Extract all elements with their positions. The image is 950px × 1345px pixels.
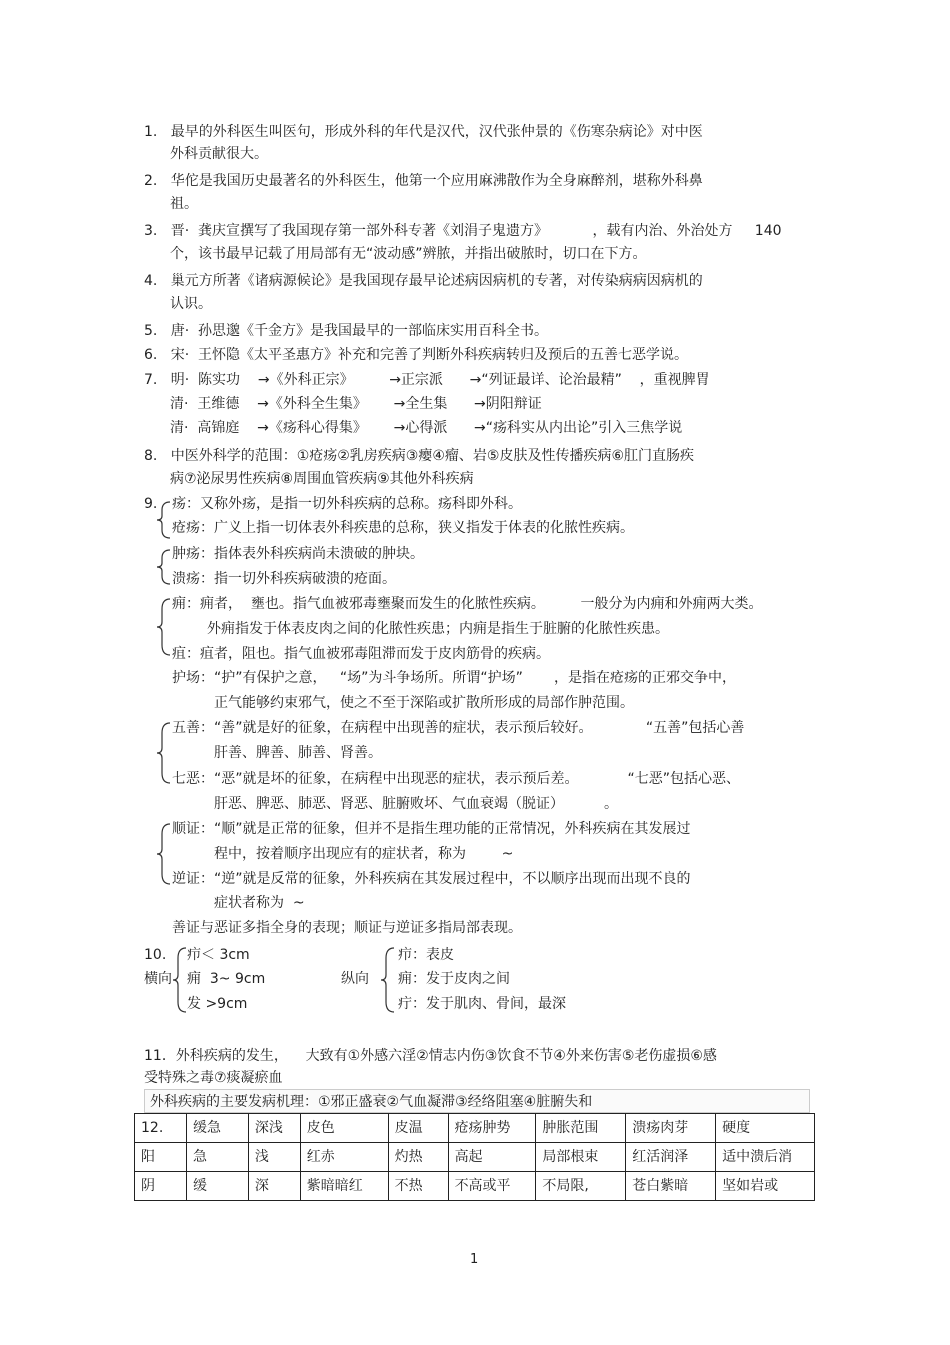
term-nizheng-cont: 症状者称为 ~: [214, 895, 305, 911]
item-7-line-3: 清· 高锦庭 →《疡科心得集》 →心得派 →“疡科实从内出论”引入三焦学说: [170, 420, 683, 436]
page-number: 1: [470, 1252, 479, 1267]
term-chuangyang: 疮疡：广义上指一切体表外科疾患的总称，狭义指发于体表的化脓性疾病。: [172, 520, 634, 536]
item-8-line-2: 病⑦泌尿男性疾病⑧周围血管疾病⑨其他外科疾病: [170, 471, 474, 487]
item-8-line-1: 8. 中医外科学的范围：①疮疡②乳房疾病③瘿④瘤、岩⑤皮肤及性传播疾病⑥肛门直肠疾: [144, 448, 695, 464]
vertical-item-2: 痈：发于皮肉之间: [398, 971, 510, 987]
item-1-line-1: 1. 最早的外科医生叫医句，形成外科的年代是汉代，汉代张仲景的《伤寒杂病论》对中医: [144, 124, 703, 140]
table-header-cell: 12.: [135, 1114, 187, 1143]
term-nizheng: 逆证：“逆”就是反常的征象，外科疾病在其发展过程中，不以顺序出现而出现不良的: [172, 871, 691, 887]
table-cell: 浅: [248, 1143, 300, 1172]
table-header-cell: 皮温: [388, 1114, 448, 1143]
table-header-cell: 肿胀范围: [536, 1114, 626, 1143]
table-header-cell: 溃疡肉芽: [626, 1114, 716, 1143]
term-qie-cont: 肝恶、脾恶、肺恶、肾恶、脏腑败坏、气血衰竭（脱证） 。: [214, 796, 619, 812]
vertical-item-1: 疖：表皮: [398, 947, 454, 963]
brace-item9-b: [155, 548, 175, 586]
mechanism-text: 外科疾病的主要发病机理：①邪正盛衰②气血凝滞③经络阻塞④脏腑失和: [150, 1094, 593, 1110]
table-cell: 坚如岩或: [716, 1172, 815, 1201]
table-row: [135, 1172, 815, 1201]
table-cell: 不高或平: [448, 1172, 536, 1201]
yin-yang-table: [134, 1113, 815, 1201]
vertical-item-3: 疔：发于肌肉、骨间，最深: [398, 996, 566, 1012]
brace-shun-ni: [155, 822, 175, 886]
brace-vertical: [380, 946, 398, 1014]
horizontal-item-2: 痈 3~ 9cm: [187, 971, 266, 987]
table-header-row: [135, 1114, 815, 1143]
brace-horizontal: [172, 946, 190, 1014]
term-wushan-cont: 肝善、脾善、肺善、肾善。: [214, 745, 382, 761]
table-cell: 红活润泽: [626, 1143, 716, 1172]
term-huchang: 护场：“护”有保护之意， “场”为斗争场所。所谓“护场” ，是指在疮疡的正邪交争中，: [172, 670, 737, 686]
horizontal-item-3: 发 >9cm: [187, 996, 248, 1012]
table-cell: 阴: [135, 1172, 187, 1201]
item-3-line-1: 3. 晋· 龚庆宣撰写了我国现存第一部外科专著《刘涓子鬼遗方》 ，载有内治、外治处方 140: [144, 223, 782, 239]
term-wushan: 五善：“善”就是好的征象，在病程中出现善的症状，表示预后较好。 “五善”包括心善: [172, 720, 745, 736]
table-header-cell: 皮色: [300, 1114, 388, 1143]
table-cell: 阳: [135, 1143, 187, 1172]
table-cell: 苍白紫暗: [626, 1172, 716, 1201]
brace-item9-a: [155, 500, 175, 540]
table-cell: 适中溃后消: [716, 1143, 815, 1172]
term-zhongyang: 肿疡：指体表外科疾病尚未溃破的肿块。: [172, 546, 424, 562]
item-2-line-1: 2. 华佗是我国历史最著名的外科医生，他第一个应用麻沸散作为全身麻醉剂，堪称外科鼻: [144, 173, 703, 189]
item-7-line-2: 清· 王维德 →《外科全生集》 →全生集 →阴阳辩证: [170, 396, 542, 412]
brace-yong-ju: [155, 597, 175, 657]
summary-line: 善证与恶证多指全身的表现；顺证与逆证多指局部表现。: [172, 920, 522, 936]
table-cell: 深: [248, 1172, 300, 1201]
item-5: 5. 唐· 孙思邈《千金方》是我国最早的一部临床实用百科全书。: [144, 323, 549, 339]
item-11-line-1: 11．外科疾病的发生， 大致有①外感六淫②情志内伤③饮食不节④外来伤害⑤老伤虚损⑥感: [144, 1048, 717, 1064]
term-kuiyang: 溃疡：指一切外科疾病破溃的疮面。: [172, 571, 396, 587]
term-shunzheng: 顺证：“顺”就是正常的征象，但并不是指生理功能的正常情况，外科疾病在其发展过: [172, 821, 691, 837]
table-header-cell: 疮疡肿势: [448, 1114, 536, 1143]
term-qie: 七恶：“恶”就是坏的征象，在病程中出现恶的症状，表示预后差。 “七恶”包括心恶、: [172, 771, 740, 787]
item-7-line-1: 7. 明· 陈实功 →《外科正宗》 →正宗派 →“列证最详、论治最精” ，重视脾胃: [144, 372, 710, 388]
table-header-cell: 缓急: [186, 1114, 248, 1143]
table-cell: 局部根束: [536, 1143, 626, 1172]
table-cell: 不局限,: [536, 1172, 626, 1201]
item-10-number: 10.: [144, 947, 167, 963]
table-cell: 紫暗暗红: [300, 1172, 388, 1201]
term-shunzheng-cont: 程中，按着顺序出现应有的症状者，称为 ~: [214, 846, 514, 862]
item-1-line-2: 外科贡献很大。: [170, 146, 268, 162]
item-9-number: 9.: [144, 496, 158, 512]
table-header-cell: 硬度: [716, 1114, 815, 1143]
vertical-label: 纵向: [341, 971, 369, 987]
item-2-line-2: 祖。: [170, 196, 198, 212]
term-huchang-cont: 正气能够约束邪气，使之不至于深陷或扩散所形成的局部作肿范围。: [214, 695, 634, 711]
term-yong: 痈：痈者， 壅也。指气血被邪毒壅聚而发生的化脓性疾病。 一般分为内痈和外痈两大类。: [172, 596, 763, 612]
table-cell: 缓: [186, 1172, 248, 1201]
table-cell: 高起: [448, 1143, 536, 1172]
table-cell: 红赤: [300, 1143, 388, 1172]
table-header-cell: 深浅: [248, 1114, 300, 1143]
item-4-line-1: 4. 巢元方所著《诸病源候论》是我国现存最早论述病因病机的专著，对传染病病因病机的: [144, 273, 703, 289]
item-4-line-2: 认识。: [170, 296, 212, 312]
table-row: [135, 1143, 815, 1172]
horizontal-label: 横向: [144, 971, 172, 987]
item-6: 6. 宋· 王怀隐《太平圣惠方》补充和完善了判断外科疾病转归及预后的五善七恶学说。: [144, 347, 689, 363]
item-3-line-2: 个，该书最早记载了用局部有无“波动感”辨脓，并指出破脓时，切口在下方。: [170, 246, 647, 262]
table-cell: 急: [186, 1143, 248, 1172]
term-yong-cont: 外痈指发于体表皮肉之间的化脓性疾患；内痈是指生于脏腑的化脓性疾患。: [207, 621, 669, 637]
brace-shan-e: [155, 721, 175, 785]
term-yang: 疡：又称外疡，是指一切外科疾病的总称。疡科即外科。: [172, 496, 522, 512]
item-11-line-2: 受特殊之毒⑦痰凝瘀血: [144, 1070, 283, 1086]
table-cell: 灼热: [388, 1143, 448, 1172]
table-cell: 不热: [388, 1172, 448, 1201]
horizontal-item-1: 疖＜ 3cm: [187, 947, 250, 963]
term-ju: 疽：疽者，阻也。指气血被邪毒阻滞而发于皮肉筋骨的疾病。: [172, 646, 550, 662]
